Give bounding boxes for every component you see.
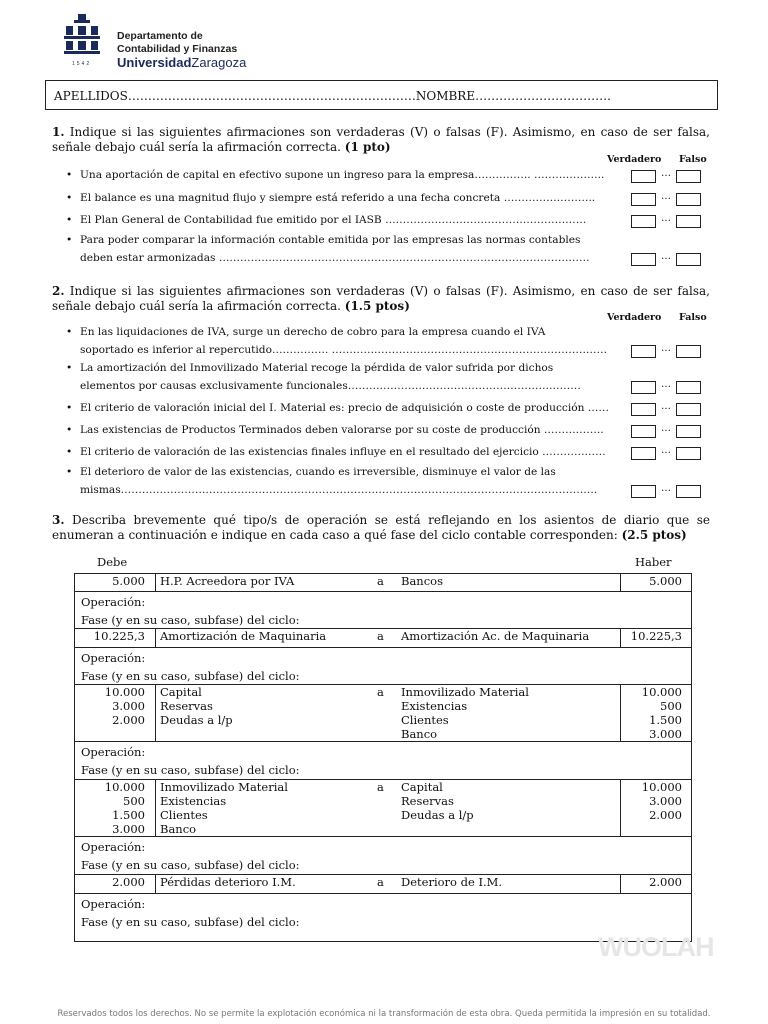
- q1-text: Indique si las siguientes afirmaciones son verdaderas (V) o falsas (F). Asimismo, en caso de ser falsa, señale debajo cuál sería la afirmación correcta.: [52, 125, 710, 154]
- credit-amount: 500: [660, 699, 682, 713]
- bullet: •: [66, 466, 73, 478]
- q2-false-checkbox[interactable]: [676, 447, 701, 460]
- table-right-border: [691, 573, 692, 941]
- debe-label: Debe: [97, 555, 128, 569]
- separator-dots: …: [661, 379, 671, 390]
- q2-item-line1: El criterio de valoración inicial del I. Material es: precio de adquisición o coste de producción ……: [80, 402, 609, 414]
- q1-number: 1.: [52, 125, 65, 139]
- to-connector: a: [377, 780, 384, 794]
- entry-column-rule: [620, 874, 621, 893]
- bullet: •: [66, 234, 73, 246]
- bullet: •: [66, 362, 73, 374]
- q2-false-checkbox[interactable]: [676, 381, 701, 394]
- operation-label: Operación:: [81, 897, 146, 911]
- q1-false-checkbox[interactable]: [676, 193, 701, 206]
- operation-label: Operación:: [81, 651, 146, 665]
- to-connector: a: [377, 629, 384, 643]
- q1-false-checkbox[interactable]: [676, 170, 701, 183]
- q1-item-line2: deben estar armonizadas ……………………………………………………………………………………………: [80, 252, 590, 264]
- q1-item-line1: Una aportación de capital en efectivo supone un ingreso para la empresa……………. ………………..: [80, 169, 605, 181]
- university-logo: [64, 14, 100, 68]
- q2-item-line2: soportado es inferior al repercutido……………. ……………………………………………………………………: [80, 344, 608, 356]
- q1-points: (1 pto): [344, 140, 391, 154]
- q2-item-line2: elementos por causas exclusivamente funcionales…………………………………………………………: [80, 380, 581, 392]
- credit-account: Capital: [401, 780, 443, 794]
- q1-true-checkbox[interactable]: [631, 170, 656, 183]
- debit-account: Capital: [160, 685, 202, 699]
- q1-true-checkbox[interactable]: [631, 253, 656, 266]
- q2-true-checkbox[interactable]: [631, 403, 656, 416]
- phase-label: Fase (y en su caso, subfase) del ciclo:: [81, 763, 300, 777]
- q2-true-checkbox[interactable]: [631, 381, 656, 394]
- q1-item: [66, 231, 630, 267]
- debit-amount: 500: [123, 794, 145, 808]
- separator-dots: …: [661, 401, 671, 412]
- entry-column-rule: [155, 779, 156, 836]
- credit-account: Deudas a l/p: [401, 808, 474, 822]
- separator-dots: …: [661, 423, 671, 434]
- entry-column-rule: [155, 684, 156, 741]
- q2-text: Indique si las siguientes afirmaciones son verdaderas (V) o falsas (F). Asimismo, en caso de ser falsa, señale debajo cuál sería la afirmación correcta.: [52, 284, 710, 313]
- debit-account: Pérdidas deterioro I.M.: [160, 875, 296, 889]
- separator-dots: …: [661, 445, 671, 456]
- name-field[interactable]: APELLIDOS………………………………………………………………NOMBRE…………………………….: [45, 80, 718, 110]
- q2-false-checkbox[interactable]: [676, 425, 701, 438]
- question-3: [52, 513, 710, 543]
- credit-amount: 2.000: [649, 808, 682, 822]
- entry-column-rule: [155, 874, 156, 893]
- q2-item-line2: mismas………………………………………………………………………………………………………………………: [80, 484, 598, 496]
- q2-item: [66, 323, 630, 359]
- entry-bottom-rule: [74, 836, 692, 837]
- credit-amount: 10.000: [641, 780, 682, 794]
- q2-item: [66, 463, 630, 499]
- phase-label: Fase (y en su caso, subfase) del ciclo:: [81, 669, 300, 683]
- entry-column-rule: [155, 628, 156, 647]
- bullet: •: [66, 169, 73, 181]
- entry-bottom-rule: [74, 647, 692, 648]
- credit-amount: 10.000: [641, 685, 682, 699]
- university-name: [117, 55, 246, 70]
- debit-account: Amortización de Maquinaria: [160, 629, 327, 643]
- bullet: •: [66, 192, 73, 204]
- debit-account: Clientes: [160, 808, 208, 822]
- q2-item-line1: El deterioro de valor de las existencias, cuando es irreversible, disminuye el valor de las: [80, 466, 556, 478]
- debit-account: H.P. Acreedora por IVA: [160, 574, 295, 588]
- debit-account: Reservas: [160, 699, 213, 713]
- credit-amount: 3.000: [649, 794, 682, 808]
- credit-amount: 1.500: [649, 713, 682, 727]
- footer-notice: Reservados todos los derechos. No se permite la explotación económica ni la transformación de esta obra. Queda permitida la impresión en su totalidad.: [57, 1009, 711, 1019]
- q1-item-line1: El balance es una magnitud flujo y siempre está referido a una fecha concreta ……………………..: [80, 192, 596, 204]
- separator-dots: …: [661, 251, 671, 262]
- dept-line-2: Contabilidad y Finanzas: [117, 43, 238, 55]
- q2-false-checkbox[interactable]: [676, 485, 701, 498]
- debit-amount: 2.000: [112, 875, 145, 889]
- entry-column-rule: [620, 628, 621, 647]
- credit-amount: 2.000: [649, 875, 682, 889]
- credit-account: Bancos: [401, 574, 443, 588]
- q1-item: [66, 166, 630, 184]
- bullet: •: [66, 326, 73, 338]
- entry-bottom-rule: [74, 591, 692, 592]
- credit-account: Clientes: [401, 713, 449, 727]
- q1-true-header: Verdadero: [607, 154, 662, 165]
- debit-amount: 1.500: [112, 808, 145, 822]
- q2-item: [66, 443, 630, 461]
- separator-dots: …: [661, 213, 671, 224]
- dept-line-1: Departamento de: [117, 30, 203, 42]
- entry-column-rule: [620, 779, 621, 836]
- to-connector: a: [377, 574, 384, 588]
- q2-true-checkbox[interactable]: [631, 485, 656, 498]
- operation-label: Operación:: [81, 745, 146, 759]
- entry-bottom-rule: [74, 893, 692, 894]
- credit-amount: 10.225,3: [630, 629, 682, 643]
- debit-amount: 3.000: [112, 822, 145, 836]
- bullet: •: [66, 402, 73, 414]
- q1-false-checkbox[interactable]: [676, 215, 701, 228]
- univ-bold: Universidad: [117, 55, 192, 70]
- table-left-border: [74, 573, 75, 941]
- credit-account: Inmovilizado Material: [401, 685, 529, 699]
- debit-amount: 10.000: [104, 685, 145, 699]
- operation-label: Operación:: [81, 595, 146, 609]
- debit-account: Existencias: [160, 794, 227, 808]
- q3-text: Describa brevemente qué tipo/s de operación se está reflejando en los asientos de diario que se enumeran a continuación e indique en cada caso a qué fase del ciclo contable corresponden:: [52, 513, 710, 542]
- credit-amount: 3.000: [649, 727, 682, 741]
- watermark: WUOLAH: [598, 932, 714, 962]
- bullet: •: [66, 424, 73, 436]
- to-connector: a: [377, 685, 384, 699]
- separator-dots: …: [661, 168, 671, 179]
- separator-dots: …: [661, 343, 671, 354]
- phase-label: Fase (y en su caso, subfase) del ciclo:: [81, 858, 300, 872]
- debit-amount: 10.000: [104, 780, 145, 794]
- debit-amount: 3.000: [112, 699, 145, 713]
- q1-item-line1: Para poder comparar la información contable emitida por las empresas las normas contables: [80, 234, 581, 246]
- phase-label: Fase (y en su caso, subfase) del ciclo:: [81, 613, 300, 627]
- separator-dots: …: [661, 483, 671, 494]
- question-2: [52, 284, 710, 314]
- q2-true-header: Verdadero: [607, 312, 662, 323]
- q2-false-checkbox[interactable]: [676, 403, 701, 416]
- to-connector: a: [377, 875, 384, 889]
- univ-rest: Zaragoza: [191, 55, 247, 70]
- q2-item-line1: El criterio de valoración de las existencias finales influye en el resultado del ejercicio ………………: [80, 446, 606, 458]
- credit-account: Amortización Ac. de Maquinaria: [401, 629, 590, 643]
- q1-item: [66, 189, 630, 207]
- q2-true-checkbox[interactable]: [631, 345, 656, 358]
- q2-item-line1: La amortización del Inmovilizado Material recoge la pérdida de valor sufrida por dichos: [80, 362, 554, 374]
- phase-label: Fase (y en su caso, subfase) del ciclo:: [81, 915, 300, 929]
- operation-label: Operación:: [81, 840, 146, 854]
- debit-amount: 10.225,3: [93, 629, 145, 643]
- q1-item: [66, 211, 630, 229]
- q2-false-header: Falso: [679, 312, 707, 323]
- question-1: [52, 125, 710, 155]
- q2-item: [66, 359, 630, 395]
- entry-column-rule: [620, 573, 621, 591]
- credit-account: Reservas: [401, 794, 454, 808]
- q2-false-checkbox[interactable]: [676, 345, 701, 358]
- department-name: [117, 30, 237, 56]
- bullet: •: [66, 446, 73, 458]
- credit-account: Existencias: [401, 699, 468, 713]
- entry-column-rule: [155, 573, 156, 591]
- q3-number: 3.: [52, 513, 65, 527]
- entry-bottom-rule: [74, 741, 692, 742]
- q2-item: [66, 421, 630, 439]
- q1-false-checkbox[interactable]: [676, 253, 701, 266]
- q2-true-checkbox[interactable]: [631, 425, 656, 438]
- q1-true-checkbox[interactable]: [631, 215, 656, 228]
- q2-item-line1: En las liquidaciones de IVA, surge un derecho de cobro para la empresa cuando el IVA: [80, 326, 546, 338]
- debit-amount: 5.000: [112, 574, 145, 588]
- debit-amount: 2.000: [112, 713, 145, 727]
- haber-label: Haber: [635, 555, 672, 569]
- q1-true-checkbox[interactable]: [631, 193, 656, 206]
- credit-amount: 5.000: [649, 574, 682, 588]
- credit-account: Deterioro de I.M.: [401, 875, 503, 889]
- debit-account: Inmovilizado Material: [160, 780, 288, 794]
- q2-number: 2.: [52, 284, 65, 298]
- q2-item: [66, 399, 630, 417]
- q3-points: (2.5 ptos): [621, 528, 687, 542]
- bullet: •: [66, 214, 73, 226]
- separator-dots: …: [661, 191, 671, 202]
- q2-item-line1: Las existencias de Productos Terminados deben valorarse por su coste de producción ……………..: [80, 424, 604, 436]
- logo-year: 1542: [72, 61, 92, 67]
- q1-item-line1: El Plan General de Contabilidad fue emitido por el IASB …………………………………………………: [80, 214, 587, 226]
- credit-account: Banco: [401, 727, 438, 741]
- entry-column-rule: [620, 684, 621, 741]
- debit-account: Banco: [160, 822, 197, 836]
- q2-true-checkbox[interactable]: [631, 447, 656, 460]
- debit-account: Deudas a l/p: [160, 713, 233, 727]
- q1-false-header: Falso: [679, 154, 707, 165]
- q2-points: (1.5 ptos): [344, 299, 410, 313]
